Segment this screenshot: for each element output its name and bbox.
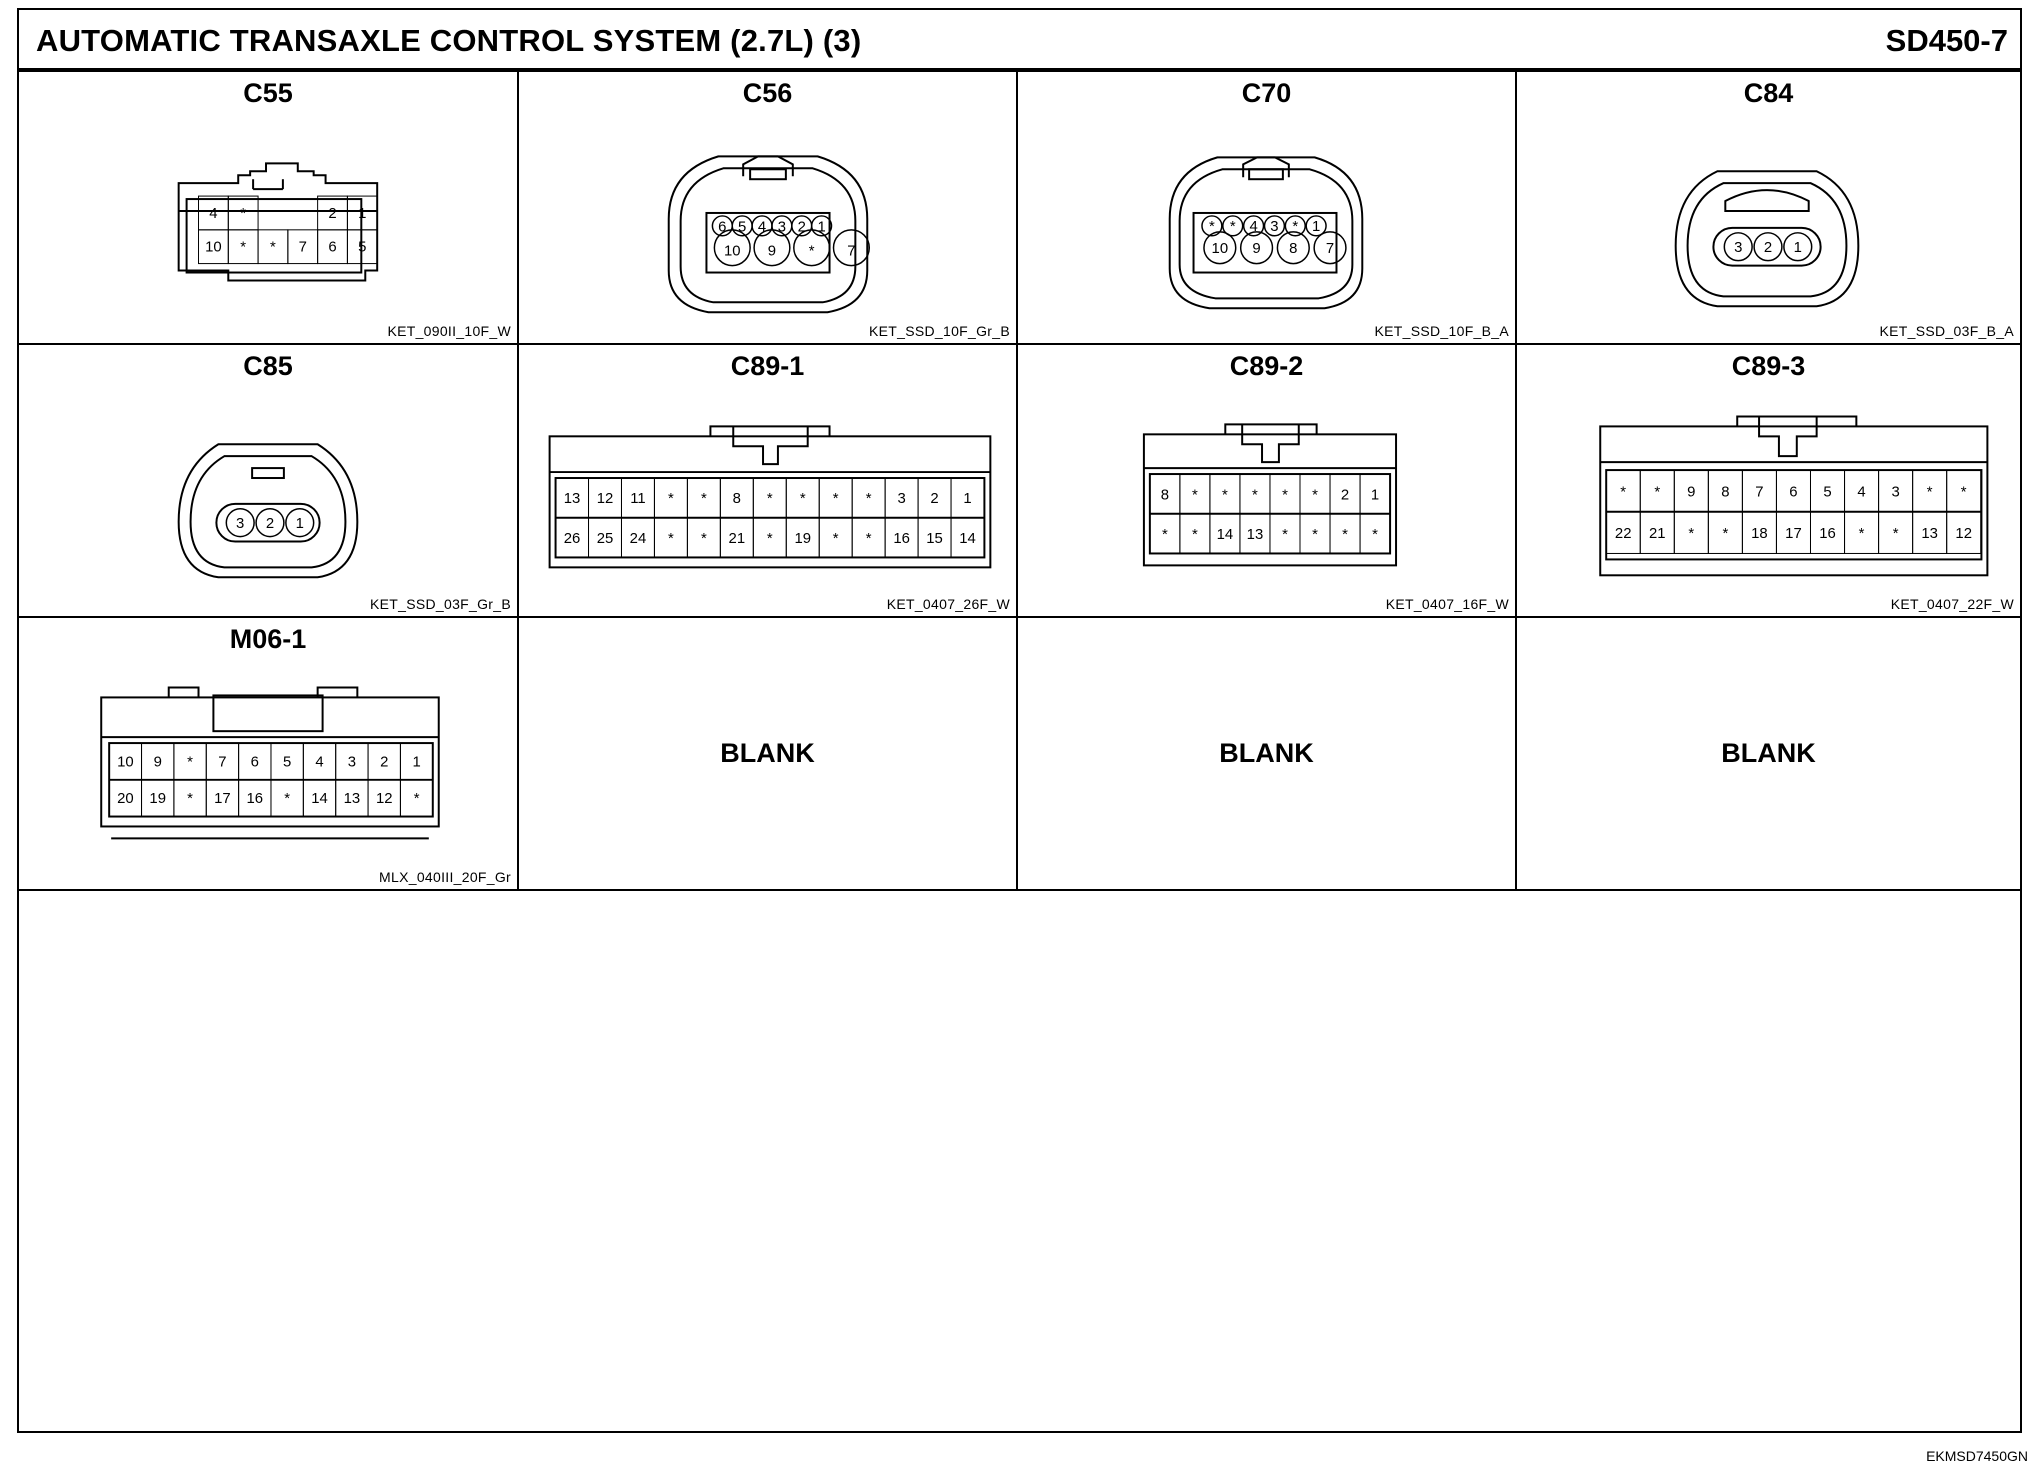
pin-label: * [766,491,773,508]
pin-cavity [772,216,792,236]
pin-label: 14 [1216,526,1234,543]
pin-cavity [1223,216,1243,236]
pin-label: * [413,791,420,808]
pin-cavity [1674,512,1708,554]
pin-label: 11 [630,491,646,508]
pin-label: 2 [1340,487,1350,504]
connector-c85 [19,345,519,618]
pin-cavity [720,478,753,518]
pin-label: 4 [757,219,767,236]
pin-label: 2 [265,516,275,533]
pin-cavity [226,509,254,537]
pin-cavity [1360,514,1390,554]
connector-part-code: KET_SSD_10F_B_A [1374,323,1509,339]
pin-cavity [199,230,229,264]
pin-cavity [951,478,984,518]
pin-label: 7 [1325,241,1335,258]
pin-label: 7 [298,239,307,256]
pin-label: 5 [283,754,292,771]
pin-cavity [786,518,819,558]
pin-label: 17 [214,791,231,808]
pin-cavity [174,780,206,817]
pin-cavity [1204,232,1236,264]
connector-name: C70 [1241,78,1292,108]
pin-cavity [1879,512,1913,554]
pin-cavity [256,509,284,537]
pin-label: 14 [959,530,976,547]
pin-label: 16 [893,530,910,547]
pin-label: * [832,491,839,508]
pin-label: * [1858,525,1865,542]
pin-label: 10 [723,243,741,260]
pin-label: * [1192,487,1198,504]
pin-cavity [1244,216,1264,236]
pin-cavity [1879,470,1913,512]
pin-cavity [1776,470,1810,512]
pin-label: 12 [375,791,393,808]
connector-c70 [1018,72,1517,345]
pin-cavity [589,518,622,558]
pin-label: * [284,791,291,808]
pin-cavity [812,216,832,236]
pin-cavity [1810,512,1844,554]
connector-m06-1 [19,618,519,891]
connector-name: C55 [243,78,293,108]
connector-c89-2 [1018,345,1517,618]
pin-cavity [142,743,174,780]
pin-label: * [1620,484,1627,501]
pin-cavity [1241,232,1273,264]
pin-label: 7 [218,754,227,771]
pin-cavity [336,743,368,780]
pin-label: 2 [380,754,389,771]
pin-cavity [1754,233,1782,261]
pin-cavity [1240,514,1270,554]
connector-part-code: KET_0407_26F_W [886,596,1010,612]
pin-label: * [668,491,674,508]
pin-label: 1 [358,205,367,222]
pin-label: * [865,530,872,547]
pin-cavity [174,743,206,780]
pin-cavity [1300,474,1330,514]
pin-cavity [347,196,377,230]
pin-cavity [1708,512,1742,554]
pin-cavity [1640,512,1674,554]
pin-label: 3 [1734,240,1743,257]
pin-cavity [1330,474,1360,514]
pin-label: 20 [117,791,134,808]
connector-c55-face [19,72,517,343]
pin-label: * [1222,487,1228,504]
pin-cavity [1210,474,1240,514]
pin-cavity [687,478,720,518]
pin-label: * [1312,487,1318,504]
pin-label: 21 [728,530,746,547]
pin-cavity [819,478,852,518]
pin-cavity [1742,470,1776,512]
connector-name: C89-1 [730,351,805,381]
connector-name: C89-2 [1229,351,1304,381]
pin-cavity [885,518,918,558]
pin-cavity [732,216,752,236]
pin-label: 16 [246,791,264,808]
pin-cavity [1150,474,1180,514]
connector-c55 [19,72,519,345]
pin-cavity [556,478,589,518]
connector-name: C56 [742,78,793,108]
pin-label: 6 [328,239,337,256]
pin-cavity [819,518,852,558]
pin-label: * [1229,218,1236,235]
pin-cavity [199,196,229,230]
pin-label: 2 [1763,240,1773,257]
pin-cavity [318,230,348,264]
pin-cavity [1724,233,1752,261]
pin-cavity [712,216,732,236]
pin-label: * [668,530,674,547]
pin-cavity [1913,512,1947,554]
pin-cavity [794,230,830,266]
blank-cell-1 [519,618,1018,891]
pin-label: 1 [963,491,972,508]
pin-cavity [754,230,790,266]
diagram-sheet [17,8,2022,1433]
pin-cavity [720,518,753,558]
pin-cavity [752,216,772,236]
pin-label: * [240,205,247,222]
connector-name: M06-1 [229,624,307,654]
connector-part-code: KET_0407_16F_W [1385,596,1509,612]
pin-cavity [621,478,654,518]
pin-cavity [1742,512,1776,554]
pin-label: * [1722,525,1729,542]
pin-cavity [1300,514,1330,554]
pin-cavity [1606,512,1640,554]
pin-cavity [206,780,238,817]
pin-cavity [288,230,318,264]
pin-label: 7 [1755,484,1764,501]
pin-cavity [1330,514,1360,554]
pin-label: 10 [205,239,222,256]
connector-name: C89-3 [1731,351,1806,381]
pin-cavity [1240,474,1270,514]
pin-label: 2 [797,219,806,236]
connector-c56-face [519,72,1016,343]
pin-cavity [792,216,812,236]
pin-cavity [239,780,271,817]
pin-label: 3 [236,516,245,533]
pin-cavity [1270,474,1300,514]
pin-label: * [1654,484,1661,501]
pin-label: 4 [1857,484,1866,501]
connector-c84-face [1517,72,2020,343]
pin-label: * [1926,484,1933,501]
pin-label: * [1892,525,1899,542]
connector-part-code: KET_SSD_10F_Gr_B [869,323,1010,339]
pin-label: 6 [718,219,727,236]
connector-c85-face [19,345,517,616]
pin-cavity [918,518,951,558]
connector-part-code: KET_090II_10F_W [387,323,511,339]
pin-label: 4 [315,754,324,771]
connector-c89-1-face [519,345,1016,616]
pin-cavity [1640,470,1674,512]
pin-label: 3 [1891,484,1900,501]
connector-m06-1-face [19,618,517,889]
connector-c89-3 [1517,345,2020,618]
connector-c70-face [1018,72,1515,343]
pin-label: * [1282,487,1288,504]
pin-label: 19 [149,791,166,808]
pin-label: 3 [1270,218,1279,235]
pin-label: * [1252,487,1258,504]
pin-cavity [1150,514,1180,554]
blank-cell-3 [1517,618,2020,891]
pin-cavity [1784,233,1812,261]
pin-cavity [654,478,687,518]
connector-name: C85 [243,351,293,381]
document-code: EKMSD7450GN [1926,1448,2028,1464]
pin-label: * [1282,526,1288,543]
pin-label: 6 [250,754,259,771]
pin-cavity [258,230,288,264]
pin-label: 22 [1614,525,1632,542]
pin-label: 1 [817,219,826,236]
pin-label: * [187,791,193,808]
pin-cavity [1306,216,1326,236]
pin-label: 3 [897,491,906,508]
pin-cavity [753,518,786,558]
pin-label: 16 [1819,525,1836,542]
pin-cavity [228,196,258,230]
connector-part-code: KET_0407_22F_W [1890,596,2014,612]
pin-cavity [368,780,400,817]
pin-cavity [786,478,819,518]
pin-label: 13 [343,791,361,808]
pin-label: 13 [563,491,581,508]
pin-label: 1 [1370,487,1380,504]
pin-cavity [1674,470,1708,512]
blank-label: BLANK [1721,738,1816,768]
pin-label: 2 [328,205,337,222]
pin-cavity [621,518,654,558]
pin-label: * [187,754,193,771]
pin-cavity [1180,514,1210,554]
pin-label: 25 [596,530,614,547]
pin-label: 1 [1793,240,1802,257]
pin-label: * [700,530,707,547]
pin-cavity [1776,512,1810,554]
pin-label: * [1192,526,1198,543]
pin-label: 12 [596,491,614,508]
pin-label: 6 [1789,484,1798,501]
pin-cavity [753,478,786,518]
pin-label: 3 [777,219,787,236]
pin-label: 7 [847,243,856,260]
pin-cavity [347,230,377,264]
pin-cavity [368,743,400,780]
pin-label: 1 [1311,218,1321,235]
pin-label: 13 [1921,525,1938,542]
pin-cavity [1277,232,1309,264]
connector-name: C84 [1743,78,1794,108]
pin-cavity [206,743,238,780]
pin-label: 2 [930,491,939,508]
pin-label: 8 [1721,484,1730,501]
pin-label: * [865,491,872,508]
pin-label: 1 [412,754,421,771]
pin-label: 5 [358,239,367,256]
pin-label: 19 [794,530,812,547]
pin-cavity [918,478,951,518]
pin-label: * [1312,526,1318,543]
connector-part-code: KET_SSD_03F_Gr_B [370,596,511,612]
pin-label: 9 [1687,484,1696,501]
pin-cavity [1285,216,1305,236]
blank-label: BLANK [1219,738,1314,768]
pin-cavity [1180,474,1210,514]
pin-cavity [1210,514,1240,554]
pin-cavity [1202,216,1222,236]
connector-part-code: KET_SSD_03F_B_A [1879,323,2014,339]
pin-cavity [1913,470,1947,512]
pin-cavity [271,780,303,817]
header [19,10,2020,72]
pin-cavity [556,518,589,558]
pin-cavity [1708,470,1742,512]
pin-cavity [951,518,984,558]
pin-cavity [400,780,432,817]
pin-cavity [336,780,368,817]
pin-cavity [852,518,885,558]
pin-label: * [700,491,707,508]
sheet-number: SD450-7 [1885,23,2008,58]
pin-label: * [270,239,276,256]
pin-cavity [109,780,141,817]
pin-label: * [240,239,247,256]
pin-cavity [852,478,885,518]
pin-label: 12 [1955,525,1972,542]
pin-label: 5 [1823,484,1832,501]
pin-cavity [1845,512,1879,554]
pin-cavity [589,478,622,518]
pin-cavity [1265,216,1285,236]
pin-label: 26 [563,530,581,547]
pin-label: * [1960,484,1967,501]
pin-label: 17 [1785,525,1802,542]
pin-cavity [271,743,303,780]
pin-cavity [885,478,918,518]
connector-part-code: MLX_040III_20F_Gr [379,869,511,885]
pin-label: 3 [347,754,357,771]
pin-cavity [228,230,258,264]
pin-label: * [1292,218,1299,235]
pin-cavity [1314,232,1346,264]
pin-cavity [1270,514,1300,554]
pin-label: * [808,243,815,260]
pin-cavity [834,230,870,266]
connector-c56 [519,72,1018,345]
pin-label: 9 [767,243,777,260]
pin-label: 14 [311,791,328,808]
pin-label: 8 [1160,487,1170,504]
pin-cavity [1606,470,1640,512]
blank-label: BLANK [720,738,815,768]
pin-label: 8 [732,491,741,508]
pin-label: * [1372,526,1378,543]
pin-cavity [400,743,432,780]
pin-label: 5 [738,219,747,236]
page-title: AUTOMATIC TRANSAXLE CONTROL SYSTEM (2.7L) (3) [36,23,862,58]
pin-label: 4 [209,205,218,222]
pin-label: * [1688,525,1695,542]
pin-cavity [303,780,335,817]
pin-label: 10 [1211,241,1229,258]
pin-label: * [766,530,773,547]
pin-cavity [239,743,271,780]
pin-cavity [303,743,335,780]
pin-cavity [654,518,687,558]
pin-cavity [318,196,348,230]
pin-cavity [1845,470,1879,512]
pin-label: * [832,530,839,547]
pin-label: 4 [1249,218,1258,235]
connector-c89-2-face [1018,345,1515,616]
pin-label: * [1342,526,1348,543]
pin-label: * [1209,218,1215,235]
pin-label: 15 [926,530,943,547]
pin-cavity [1947,512,1981,554]
pin-cavity [1947,470,1981,512]
connector-c89-1 [519,345,1018,618]
pin-cavity [1360,474,1390,514]
pin-label: 10 [117,754,134,771]
pin-label: 21 [1648,525,1666,542]
pin-cavity [109,743,141,780]
pin-label: 8 [1289,241,1298,258]
pin-cavity [142,780,174,817]
pin-label: 9 [1252,241,1261,258]
pin-label: 13 [1246,526,1264,543]
pin-cavity [714,230,750,266]
pin-cavity [1810,470,1844,512]
connector-c84 [1517,72,2020,345]
pin-label: * [1161,526,1168,543]
pin-label: 18 [1751,525,1768,542]
pin-label: 1 [295,516,304,533]
blank-cell-2 [1018,618,1517,891]
connector-c89-3-face [1517,345,2020,616]
pin-label: 9 [153,754,162,771]
pin-cavity [687,518,720,558]
pin-cavity [286,509,314,537]
pin-label: * [799,491,806,508]
pin-label: 24 [629,530,647,547]
